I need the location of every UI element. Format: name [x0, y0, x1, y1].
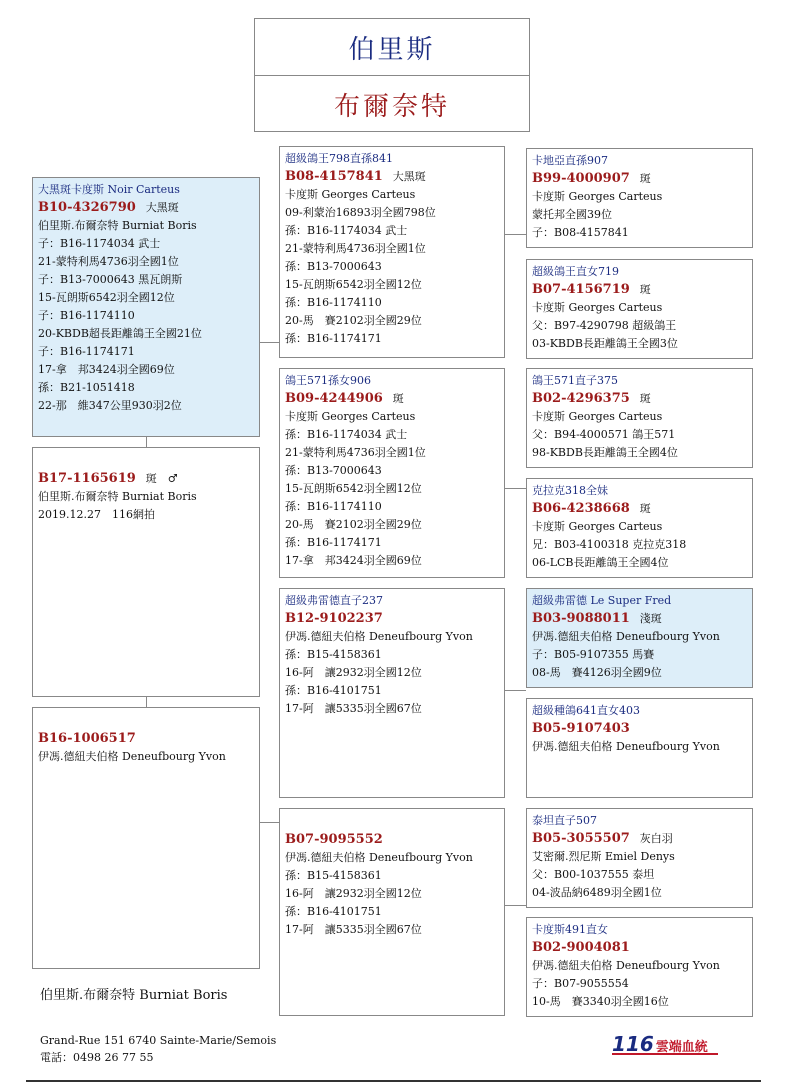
sd-line: 孫：B16-1174034 武士 [285, 428, 408, 441]
sss-line: 子：B08-4157841 [532, 226, 629, 239]
ds-line: 17-阿 讓5335羽全國67位 [285, 702, 422, 715]
sd-line: 15-瓦朗斯6542羽全國12位 [285, 482, 422, 495]
sire-sire-box [279, 146, 505, 358]
ddd-head: 卡度斯491直女 [532, 923, 608, 936]
subject-line: 伯里斯.布爾奈特 Burniat Boris [38, 490, 197, 503]
dds-line: 艾密爾.烈尼斯 Emiel Denys [532, 850, 675, 863]
subject-ring: B17-1165619 斑 ♂ [38, 471, 178, 486]
connector [259, 822, 279, 823]
sds-line: 卡度斯 Georges Carteus [532, 410, 663, 423]
ss-line: 孫：B13-7000643 [285, 260, 382, 273]
dds-head: 泰坦直子507 [532, 814, 597, 827]
sire-line: 20-KBDB超長距離鴿王全國21位 [38, 327, 202, 340]
sds-line: 98-KBDB長距離鴿王全國4位 [532, 446, 678, 459]
connector [504, 690, 526, 691]
connector [259, 342, 279, 343]
sd-line: 孫：B16-1174171 [285, 536, 382, 549]
ss-line: 孫：B16-1174171 [285, 332, 382, 345]
dd-line: 17-阿 讓5335羽全國67位 [285, 923, 422, 936]
sire-line: 22-那 維347公里930羽2位 [38, 399, 182, 412]
dd-line: 16-阿 讓2932羽全國12位 [285, 887, 422, 900]
ssd-ring: B07-4156719 斑 [532, 282, 651, 297]
sire-line: 21-蒙特利馬4736羽全國1位 [38, 255, 179, 268]
bottom-rule [26, 1080, 761, 1082]
breeder-name-line1: 伯里斯 [255, 19, 529, 76]
sds-box [526, 368, 753, 468]
sire-line: 子：B13-7000643 黑瓦朗斯 [38, 273, 183, 286]
sd-line: 孫：B16-1174110 [285, 500, 382, 513]
dss-box [526, 588, 753, 688]
connector [146, 697, 147, 707]
sire-head: 大黑斑卡度斯 Noir Carteus [38, 183, 180, 196]
sire-line: 子：B16-1174034 武士 [38, 237, 161, 250]
sd-line: 17-拿 邦3424羽全國69位 [285, 554, 422, 567]
connector [504, 488, 526, 489]
sire-box [32, 177, 260, 437]
dd-line: 孫：B15-4158361 [285, 869, 382, 882]
ss-line: 15-瓦朗斯6542羽全國12位 [285, 278, 422, 291]
subject-lines [38, 488, 254, 524]
sss-line: 蒙托邦全國39位 [532, 208, 612, 221]
brand-logo [612, 1032, 722, 1058]
logo-text: 雲端血統 [655, 1040, 708, 1055]
sire-line: 17-拿 邦3424羽全國69位 [38, 363, 175, 376]
sds-head: 鴿王571直子375 [532, 374, 618, 387]
dam-lines [38, 748, 254, 766]
sire-line: 子：B16-1174171 [38, 345, 135, 358]
ds-line: 伊馮.德紐夫伯格 Deneufbourg Yvon [285, 630, 473, 643]
owner-name: 伯里斯.布爾奈特 Burniat Boris [40, 988, 228, 1003]
ds-line: 孫：B15-4158361 [285, 648, 382, 661]
connector [504, 234, 526, 235]
sire-dam-box [279, 368, 505, 578]
ss-line: 20-馬 賽2102羽全國29位 [285, 314, 422, 327]
dsd-line: 伊馮.德紐夫伯格 Deneufbourg Yvon [532, 740, 720, 753]
ss-line: 09-利蒙治16893羽全國798位 [285, 206, 436, 219]
ss-line: 21-蒙特利馬4736羽全國1位 [285, 242, 426, 255]
sdd-head: 克拉克318全妹 [532, 484, 608, 497]
dds-ring: B05-3055507 灰白羽 [532, 831, 673, 846]
sire-line: 伯里斯.布爾奈特 Burniat Boris [38, 219, 197, 232]
sdd-line: 06-LCB長距離鴿王全國4位 [532, 556, 669, 569]
ds-line: 孫：B16-4101751 [285, 684, 382, 697]
sd-line: 20-馬 賽2102羽全國29位 [285, 518, 422, 531]
sd-line: 孫：B13-7000643 [285, 464, 382, 477]
dsd-ring: B05-9107403 [532, 721, 630, 736]
sd-line: 21-蒙特利馬4736羽全國1位 [285, 446, 426, 459]
dam-sire-head: 超級弗雷德直子237 [285, 594, 383, 607]
sdd-line: 兄：B03-4100318 克拉克318 [532, 538, 687, 551]
dam-line: 伊馮.德紐夫伯格 Deneufbourg Yvon [38, 750, 226, 763]
ddd-box [526, 917, 753, 1017]
dss-line: 08-馬 賽4126羽全國9位 [532, 666, 662, 679]
dsd-box [526, 698, 753, 798]
phone: 電話：0498 26 77 55 [40, 1051, 154, 1064]
sire-line: 子：B16-1174110 [38, 309, 135, 322]
ss-line: 孫：B16-1174110 [285, 296, 382, 309]
connector [146, 437, 147, 447]
dd-line: 孫：B16-4101751 [285, 905, 382, 918]
sss-ring: B99-4000907 斑 [532, 171, 651, 186]
ddd-line: 伊馮.德紐夫伯格 Deneufbourg Yvon [532, 959, 720, 972]
dss-ring: B03-9088011 淺斑 [532, 611, 662, 626]
ds-line: 16-阿 讓2932羽全國12位 [285, 666, 422, 679]
dam-dam-box [279, 808, 505, 1016]
ss-line: 孫：B16-1174034 武士 [285, 224, 408, 237]
connector [504, 905, 526, 906]
dss-head: 超級弗雷德 Le Super Fred [532, 594, 672, 607]
address: Grand-Rue 151 6740 Sainte-Marie/Semois [40, 1034, 277, 1047]
sss-box [526, 148, 753, 248]
sdd-box [526, 478, 753, 578]
sire-sire-head: 超級鴿王798直孫841 [285, 152, 393, 165]
breeder-name-line2: 布爾奈特 [333, 91, 450, 122]
ssd-box [526, 259, 753, 359]
dss-line: 伊馮.德紐夫伯格 Deneufbourg Yvon [532, 630, 720, 643]
ssd-line: 父：B97-4290798 超級鴿王 [532, 319, 677, 332]
dam-dam-ring: B07-9095552 [285, 832, 383, 847]
sds-ring: B02-4296375 斑 [532, 391, 651, 406]
sdd-line: 卡度斯 Georges Carteus [532, 520, 663, 533]
sss-head: 卡地亞直孫907 [532, 154, 608, 167]
dsd-head: 超級種鴿641直女403 [532, 704, 640, 717]
dd-line: 伊馮.德紐夫伯格 Deneufbourg Yvon [285, 851, 473, 864]
sss-line: 卡度斯 Georges Carteus [532, 190, 663, 203]
subject-line: 2019.12.27 116網拍 [38, 508, 155, 521]
dam-sire-box [279, 588, 505, 798]
logo-number: 116 [612, 1032, 654, 1056]
ssd-head: 超級鴿王直女719 [532, 265, 619, 278]
ddd-line: 10-馬 賽3340羽全國16位 [532, 995, 669, 1008]
ss-line: 卡度斯 Georges Carteus [285, 188, 416, 201]
dam-ring: B16-1006517 [38, 731, 136, 746]
ddd-ring: B02-9004081 [532, 940, 630, 955]
subject-box [32, 447, 260, 697]
sire-dam-head: 鴿王571孫女906 [285, 374, 371, 387]
sire-ring: B10-4326790 大黑斑 [38, 200, 179, 215]
sire-lines [38, 217, 254, 415]
dds-line: 父：B00-1037555 泰坦 [532, 868, 655, 881]
sds-line: 父：B94-4000571 鴿王571 [532, 428, 676, 441]
sire-sire-ring: B08-4157841 大黑斑 [285, 169, 426, 184]
ddd-line: 子：B07-9055554 [532, 977, 629, 990]
dds-line: 04-波品納6489羽全國1位 [532, 886, 662, 899]
dam-box [32, 707, 260, 969]
sire-dam-ring: B09-4244906 斑 [285, 391, 404, 406]
dam-sire-ring: B12-9102237 [285, 611, 383, 626]
sire-line: 孫：B21-1051418 [38, 381, 135, 394]
dss-line: 子：B05-9107355 馬賽 [532, 648, 655, 661]
sdd-ring: B06-4238668 斑 [532, 501, 651, 516]
sire-line: 15-瓦朗斯6542羽全國12位 [38, 291, 175, 304]
ssd-line: 卡度斯 Georges Carteus [532, 301, 663, 314]
sd-line: 卡度斯 Georges Carteus [285, 410, 416, 423]
dds-box [526, 808, 753, 908]
ssd-line: 03-KBDB長距離鴿王全國3位 [532, 337, 678, 350]
title-box [254, 18, 530, 132]
